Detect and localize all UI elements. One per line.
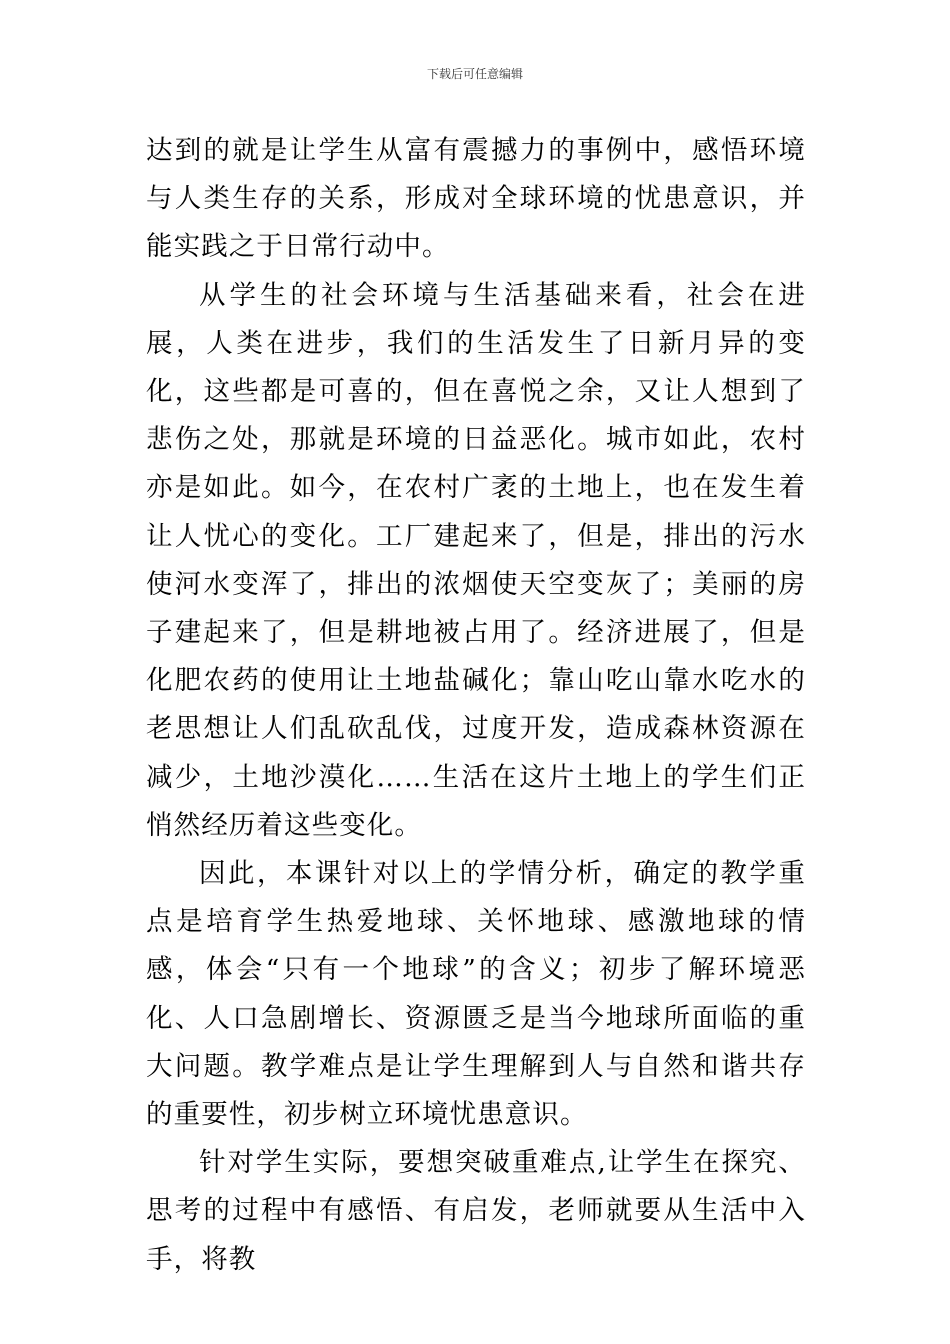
body-text xyxy=(146,127,806,1284)
header-note: 下载后可任意编辑 xyxy=(426,67,523,81)
paragraph-4: 针对学生实际，要想突破重难点,让学生在探究、思考的过程中有感悟、有启发，老师就要从生活中入手，将教 xyxy=(146,1147,806,1275)
paragraph-2: 从学生的社会环境与生活基础来看，社会在进展，人类在进步，我们的生活发生了日新月异的变化，这些都是可喜的，但在喜悦之余，又让人想到了悲伤之处，那就是环境的日益恶化。城市如此，农村亦是如此。如今，在农村广袤的土地上，也在发生着让人忧心的变化。工厂建起来了，但是，排出的污水使河水变浑了，排出的浓烟使天空变灰了；美丽的房子建起来了，但是耕地被占用了。经济进展了，但是化肥农药的使用让土地盐碱化；靠山吃山靠水吃水的老思想让人们乱砍乱伐，过度开发，造成森林资源在减少，土地沙漠化……生活在这片土地上的学生们正悄然经历着这些变化。 xyxy=(146,279,806,841)
paragraph-1: 达到的就是让学生从富有震撼力的事例中，感悟环境与人类生存的关系，形成对全球环境的忧患意识，并能实践之于日常行动中。 xyxy=(146,135,806,263)
paragraph-3: 因此，本课针对以上的学情分析，确定的教学重点是培育学生热爱地球、关怀地球、感激地球的情感，体会“只有一个地球”的含义；初步了解环境恶化、人口急剧增长、资源匮乏是当今地球所面临的重大问题。教学难点是让学生理解到人与自然和谐共存的重要性，初步树立环境忧患意识。 xyxy=(146,858,806,1131)
